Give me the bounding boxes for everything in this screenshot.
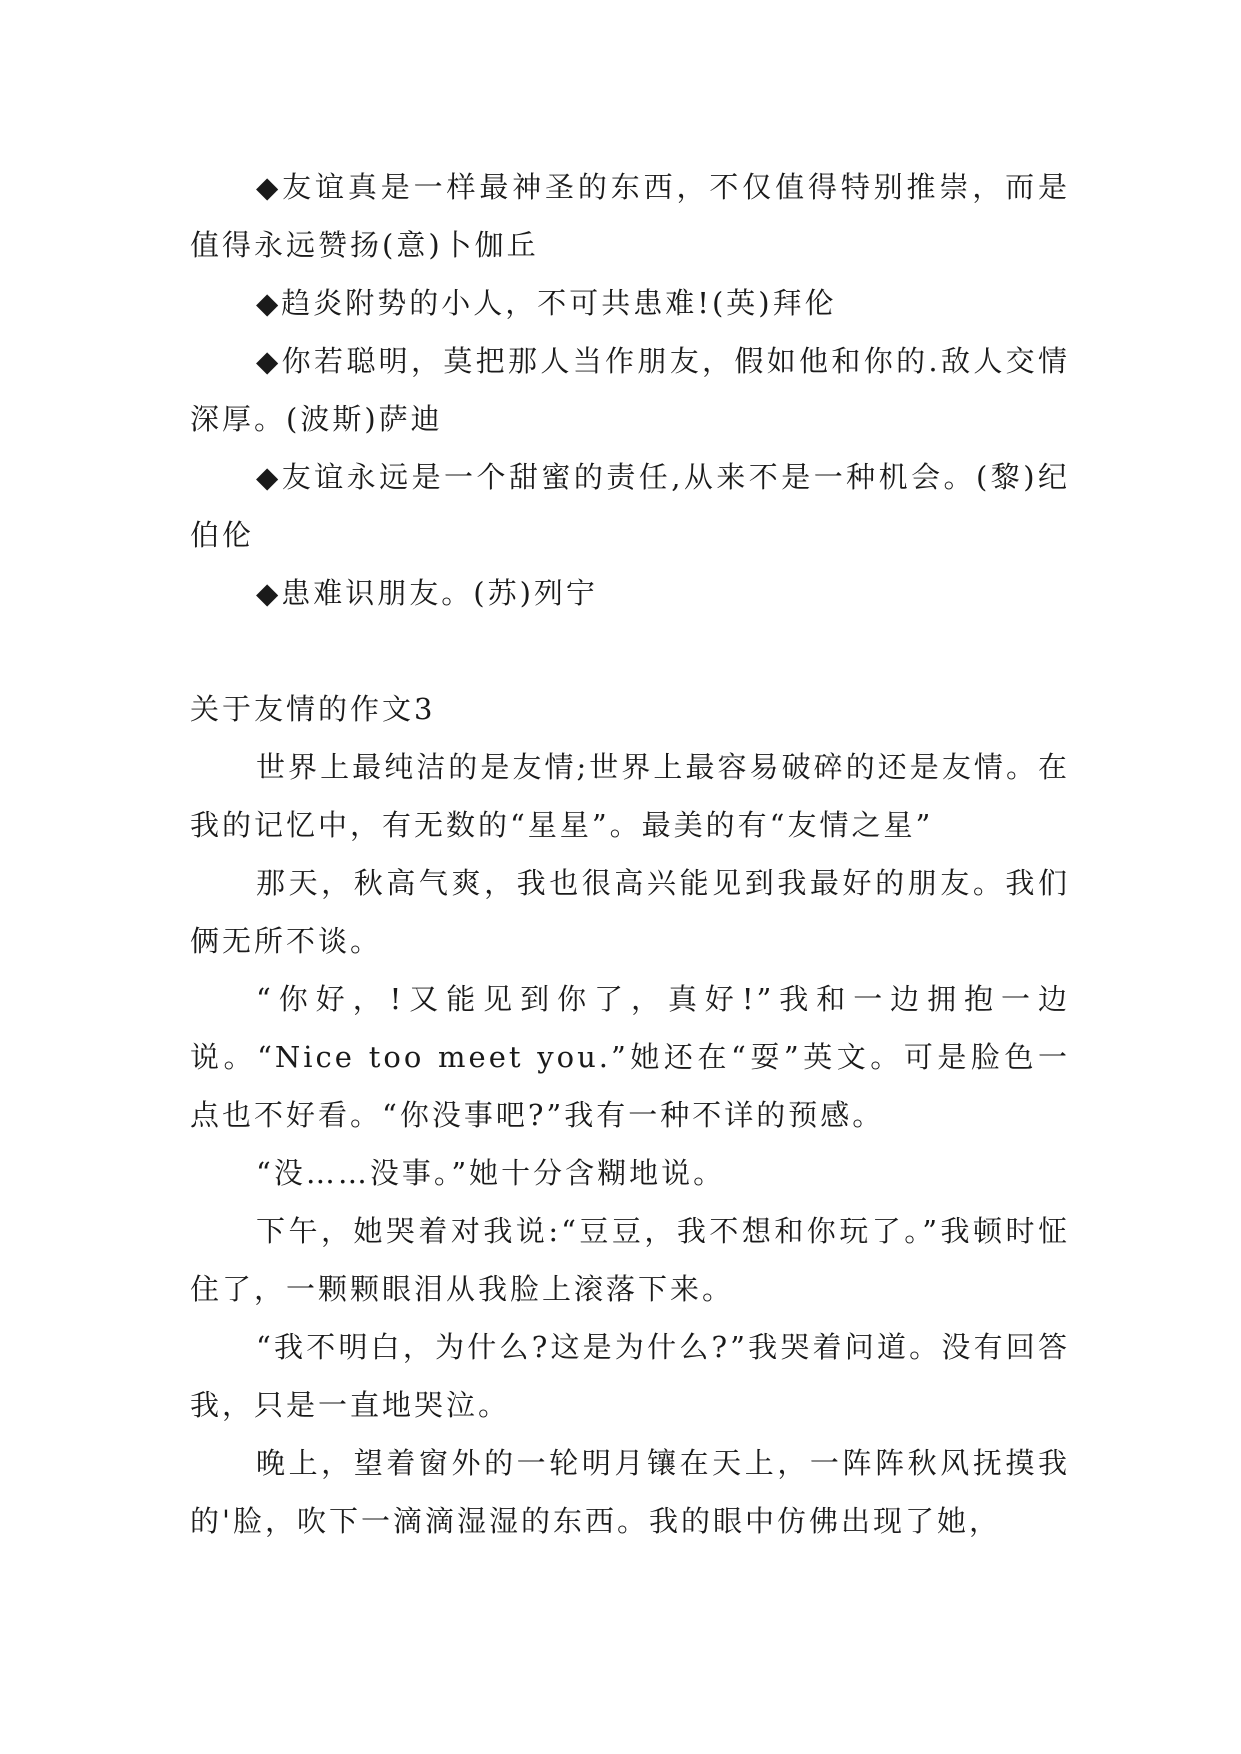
essay-paragraph: 晚上，望着窗外的一轮明月镶在天上，一阵阵秋风抚摸我的'脸，吹下一滴滴湿湿的东西。我的眼中仿佛出现了她， <box>190 1446 1070 1538</box>
essay-paragraph: 那天，秋高气爽，我也很高兴能见到我最好的朋友。我们俩无所不谈。 <box>190 866 1070 958</box>
essay-paragraph: 下午，她哭着对我说:“豆豆，我不想和你玩了。”我顿时怔住了，一颗颗眼泪从我脸上滚落下来。 <box>190 1214 1070 1306</box>
essay-paragraph: “你好，!又能见到你了，真好!”我和一边拥抱一边说。“Nice too meet you.”她还在“耍”英文。可是脸色一点也不好看。“你没事吧?”我有一种不详的预感。 <box>190 982 1070 1132</box>
quote-paragraph: ◆患难识朋友。(苏)列宁 <box>256 576 598 610</box>
document-body <box>190 158 1070 1550</box>
essay-title: 关于友情的作文3 <box>190 692 436 726</box>
quote-paragraph: ◆友谊真是一样最神圣的东西，不仅值得特别推崇，而是值得永远赞扬(意)卜伽丘 <box>190 170 1070 262</box>
quote-paragraph: ◆趋炎附势的小人，不可共患难!(英)拜伦 <box>256 286 837 320</box>
quote-paragraph: ◆友谊永远是一个甜蜜的责任,从来不是一种机会。(黎)纪伯伦 <box>190 460 1070 552</box>
essay-paragraph: “我不明白，为什么?这是为什么?”我哭着问道。没有回答我，只是一直地哭泣。 <box>190 1330 1070 1422</box>
essay-paragraph: 世界上最纯洁的是友情;世界上最容易破碎的还是友情。在我的记忆中，有无数的“星星”。最美的有“友情之星” <box>190 750 1070 842</box>
essay-paragraph: “没……没事。”她十分含糊地说。 <box>256 1156 726 1190</box>
quote-paragraph: ◆你若聪明，莫把那人当作朋友，假如他和你的.敌人交情深厚。(波斯)萨迪 <box>190 344 1070 436</box>
